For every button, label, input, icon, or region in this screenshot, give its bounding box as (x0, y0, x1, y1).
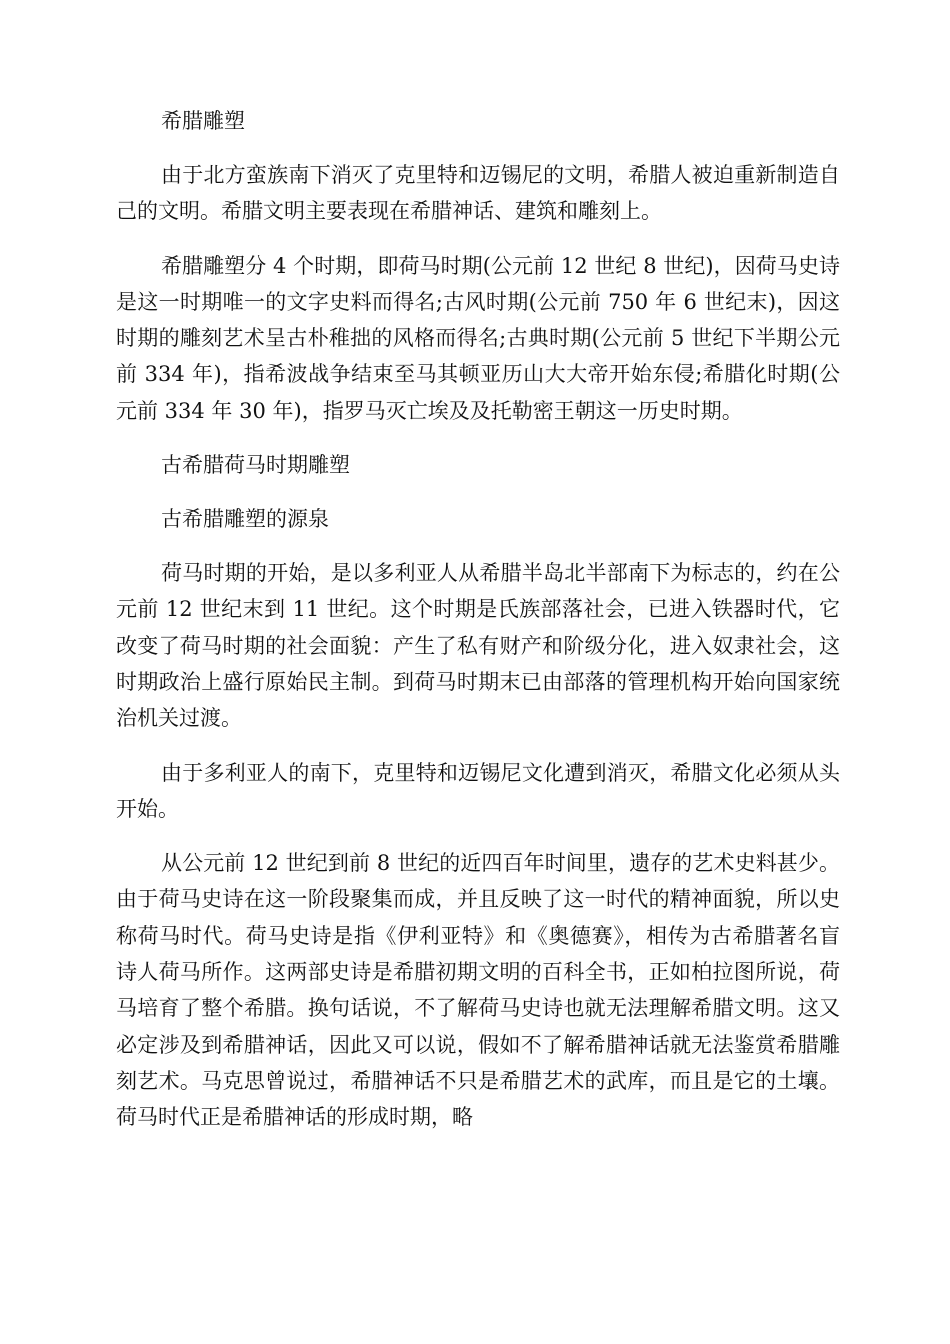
paragraph-intro: 由于北方蛮族南下消灭了克里特和迈锡尼的文明，希腊人被迫重新制造自己的文明。希腊文明主要表现在希腊神话、建筑和雕刻上。 (116, 163, 840, 224)
paragraph-epics: 从公元前 12 世纪到前 8 世纪的近四百年时间里，遗存的艺术史料甚少。由于荷马史诗在这一阶段聚集而成，并且反映了这一时代的精神面貌，所以史称荷马时代。荷马史诗是指《伊利亚特》和《奥德赛》，相传为古希腊著名盲诗人荷马所作。这两部史诗是希腊初期文明的百科全书，正如柏拉图所说，荷马培育了整个希腊。换句话说，不了解荷马史诗也就无法理解希腊文明。这又必定涉及到希腊神话，因此又可以说，假如不了解希腊神话就无法鉴赏希腊雕刻艺术。马克思曾说过，希腊神话不只是希腊艺术的武库，而且是它的土壤。荷马时代正是希腊神话的形成时期，略 (116, 851, 840, 1130)
document-page (116, 103, 840, 1154)
paragraph-homeric-start: 荷马时期的开始，是以多利亚人从希腊半岛北半部南下为标志的，约在公元前 12 世纪末到 11 世纪。这个时期是氏族部落社会，已进入铁器时代，它改变了荷马时期的社会面貌：产生了私有财产和阶级分化，进入奴隶社会，这时期政治上盛行原始民主制。到荷马时期末已由部落的管理机构开始向国家统治机关过渡。 (116, 561, 840, 731)
document-title: 希腊雕塑 (161, 109, 245, 133)
section-heading-homeric: 古希腊荷马时期雕塑 (161, 453, 350, 478)
paragraph-dorian: 由于多利亚人的南下，克里特和迈锡尼文化遭到消灭，希腊文化必须从头开始。 (116, 760, 840, 821)
paragraph-periods: 希腊雕塑分 4 个时期，即荷马时期(公元前 12 世纪 8 世纪)，因荷马史诗是这一时期唯一的文字史料而得名;古风时期(公元前 750 年 6 世纪末)，因这时期的雕刻艺术呈古朴稚拙的风格而得名;古典时期(公元前 5 世纪下半期公元前 334 年)，指希波战争结束至马其顿亚历山大大帝开始东侵;希腊化时期(公元前 334 年 30 年)，指罗马灭亡埃及及托勒密王朝这一历史时期。 (116, 253, 840, 423)
section-heading-source: 古希腊雕塑的源泉 (161, 507, 329, 532)
